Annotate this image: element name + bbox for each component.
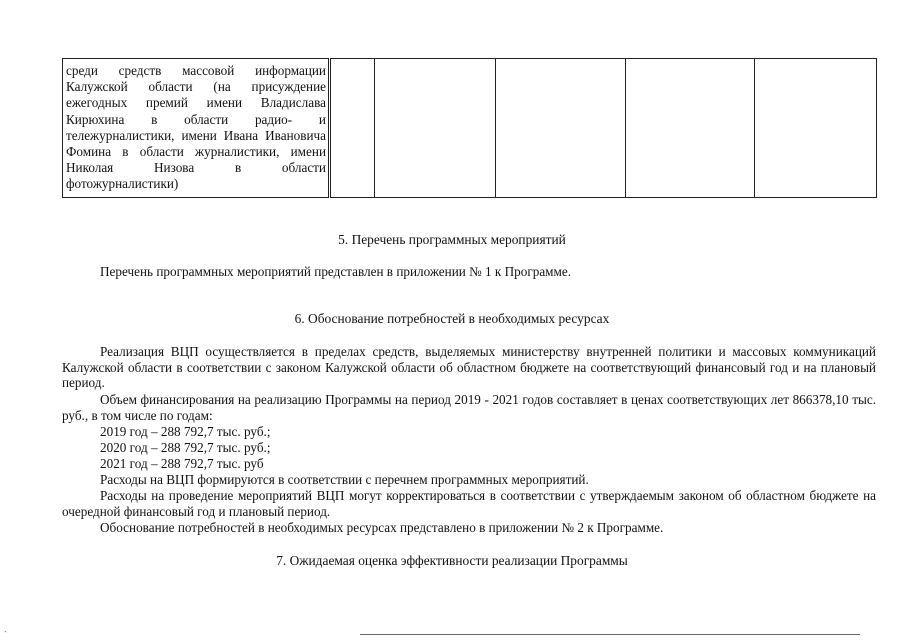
funding-2020: 2020 год – 288 792,7 тыс. руб.; bbox=[100, 440, 271, 455]
table-cell bbox=[375, 59, 496, 198]
section-6-heading: 6. Обоснование потребностей в необходимых ресурсах bbox=[294, 311, 610, 326]
table-cell bbox=[626, 59, 755, 198]
table-cell bbox=[330, 59, 375, 198]
section-6-paragraph-1: Реализация ВЦП осуществляется в пределах средств, выделяемых министерству внутренней политики и массовых коммуникаций Калужской области в соответствии с законом Калужской области об областном бюджете на соответствующий финансовый год и на плановый период. bbox=[62, 344, 876, 391]
section-5-heading: 5. Перечень программных мероприятий bbox=[338, 232, 566, 247]
table-row bbox=[63, 59, 877, 198]
section-6-paragraph-2: Объем финансирования на реализацию Программы на период 2019 - 2021 годов составляет в ценах соответствующих лет 866378,10 тыс. руб., в том числе по годам: bbox=[62, 392, 876, 423]
section-6-paragraph-5: Обоснование потребностей в необходимых ресурсах представлено в приложении № 2 к Программе. bbox=[100, 520, 664, 535]
section-6-paragraph-3: Расходы на ВЦП формируются в соответствии с перечнем программных мероприятий. bbox=[100, 472, 589, 487]
table-cell bbox=[496, 59, 626, 198]
scan-artifact: ˎ bbox=[4, 622, 8, 633]
funding-2019: 2019 год – 288 792,7 тыс. руб.; bbox=[100, 424, 271, 439]
funding-2021: 2021 год – 288 792,7 тыс. руб bbox=[100, 456, 264, 471]
section-7-heading: 7. Ожидаемая оценка эффективности реализации Программы bbox=[276, 553, 628, 568]
section-6-paragraph-4: Расходы на проведение мероприятий ВЦП могут корректироваться в соответствии с утверждаемым законом об областном бюджете на очередной финансовый год и плановый период. bbox=[62, 488, 876, 519]
program-table bbox=[62, 58, 877, 198]
event-name-cell: среди средств массовой информации Калужской области (на присуждение ежегодных премий имени Владислава Кирюхина в области радио- и тележурналистики, имени Ивана Ивановича Фомина в области журналистики, имени Николая Низова в области фотожурналистики) bbox=[63, 59, 330, 198]
section-5-text: Перечень программных мероприятий представлен в приложении № 1 к Программе. bbox=[100, 264, 572, 279]
table-cell bbox=[755, 59, 877, 198]
page-bottom-rule bbox=[360, 634, 860, 635]
